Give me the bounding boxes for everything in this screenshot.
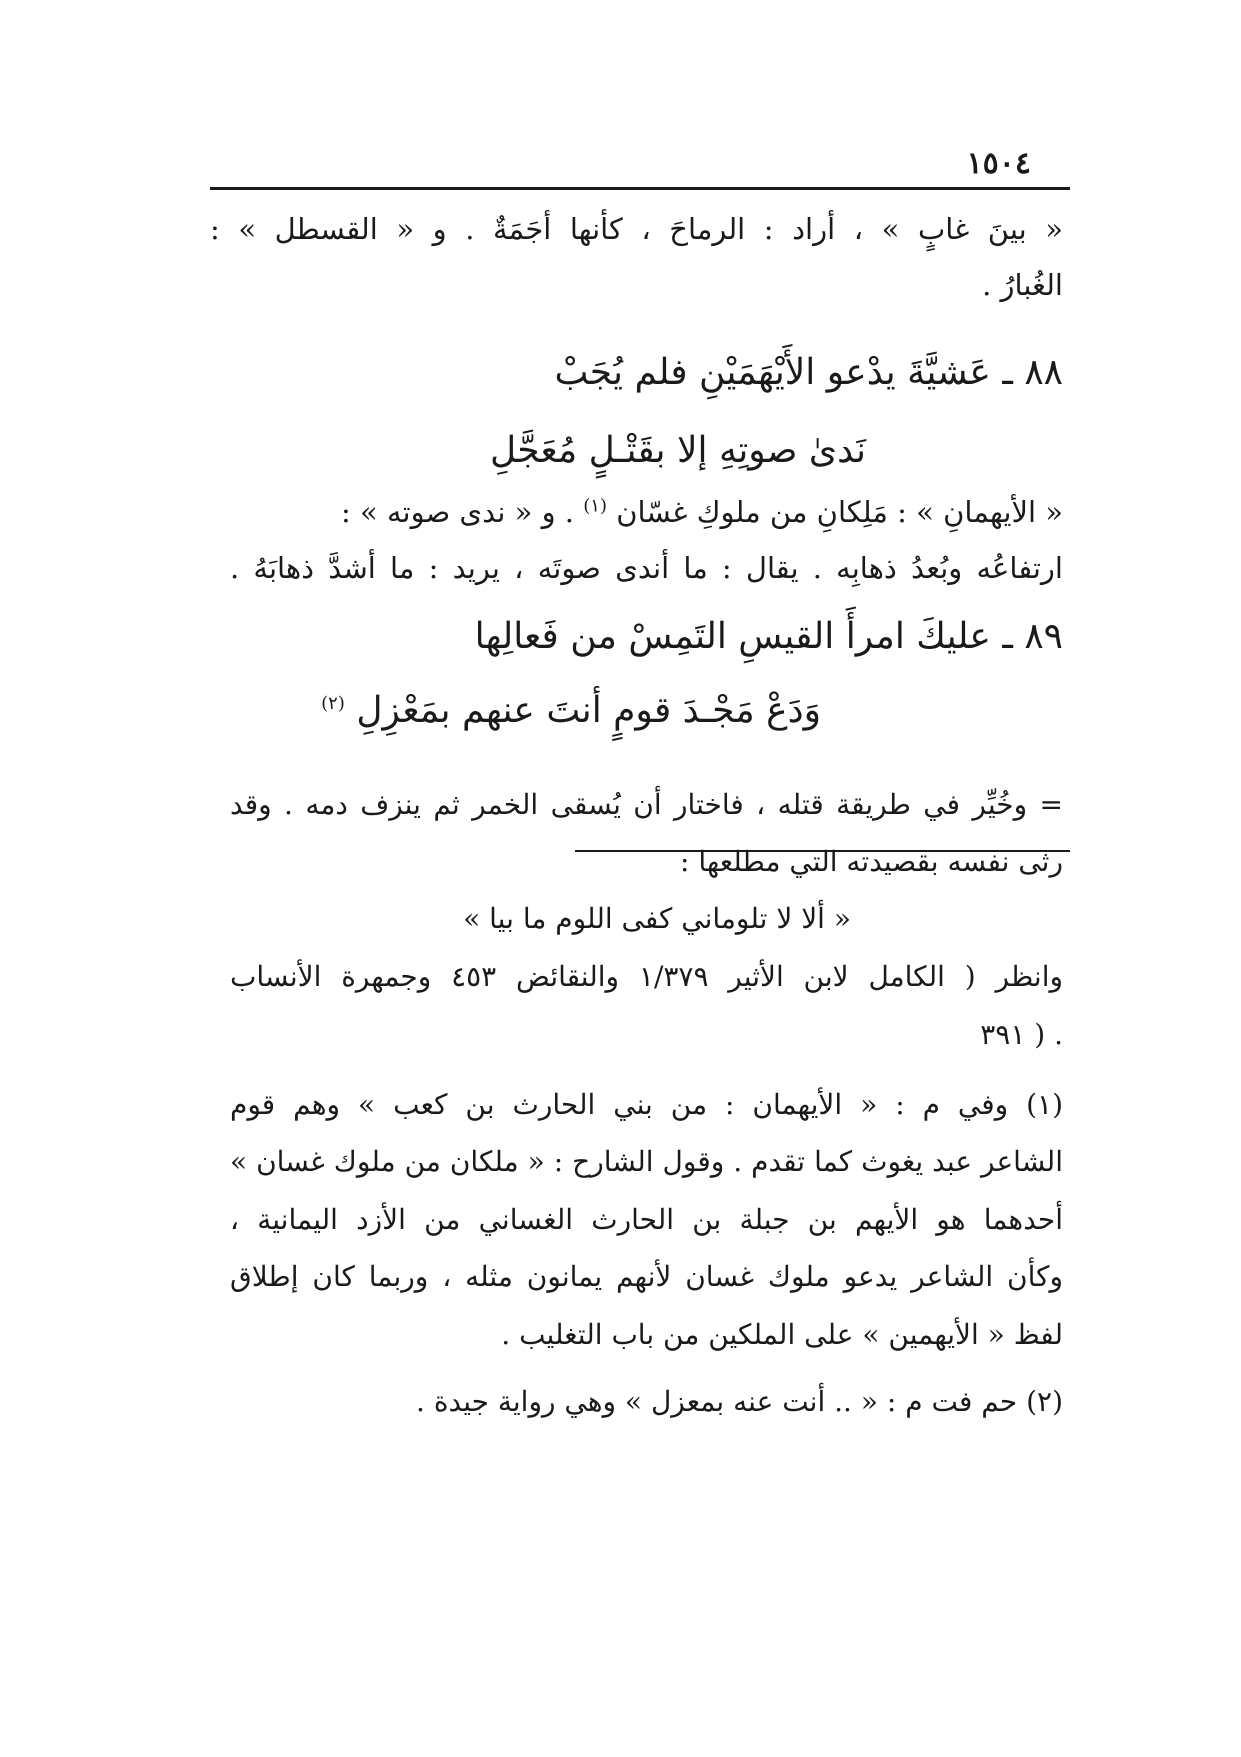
verse-89-second-hemistich	[321, 690, 821, 731]
commentary-text: . و « ندى صوته » :	[341, 495, 575, 529]
verse-88-first-hemistich: ٨٨ ـ عَشيَّةَ يدْعو الأَيْهَمَيْنِ فلم يُجَبْ	[554, 352, 1063, 393]
footnote-1-line: (١) وفي م : « الأيهمان : من بني الحارث بن كعب » وهم قوم	[230, 1088, 1064, 1121]
footnote-line: وانظر ( الكامل لابن الأثير ١/٣٧٩ والنقائض ٤٥٣ وجمهرة الأنساب	[230, 960, 1064, 993]
verse-89-first-hemistich: ٨٩ ـ عليكَ امرأَ القيسِ التَمِسْ من فَعالِها	[474, 616, 1063, 657]
footnote-marker: (١)	[583, 495, 607, 517]
verse-text: وَدَعْ مَجْـدَ قومٍ أنتَ عنهم بمَعْزِلِ	[356, 690, 821, 731]
footnote-line: = وخُيِّر في طريقة قتله ، فاختار أن يُسقى الخمر ثم ينزف دمه . وقد	[230, 788, 1063, 821]
footnote-quote: « ألا لا تلوماني كفى اللوم ما بيا »	[463, 902, 851, 935]
footnote-1-line: وكأن الشاعر يدعو ملوك غسان لأنهم يمانون مثله ، وربما كان إطلاق	[230, 1260, 1063, 1293]
verse-88-second-hemistich: نَدىٰ صوتِهِ إلا بقَتْـلٍ مُعَجَّلِ	[490, 430, 866, 471]
footnote-2-line: (٢) حم فت م : « .. أنت عنه بمعزل » وهي رواية جيدة .	[416, 1385, 1063, 1418]
commentary-text: « الأيهمانِ » : مَلِكانِ من ملوكِ غسّان	[616, 495, 1063, 529]
commentary-line: الغُبارُ .	[982, 268, 1063, 302]
commentary-line: « بينَ غابٍ » ، أراد : الرماحَ ، كأنها أجَمَةٌ . و « القسطل » :	[210, 212, 1063, 246]
commentary-line: ارتفاعُه وبُعدُ ذهابِه . يقال : ما أندى صوتَه ، يريد : ما أشدَّ ذهابَهُ .	[230, 551, 1063, 585]
header-rule	[210, 187, 1070, 190]
footnote-1-line: أحدهما هو الأيهم بن جبلة بن الحارث الغساني من الأزد اليمانية ،	[230, 1203, 1063, 1236]
footnote-line: رثى نفسه بقصيدته التي مطلعها :	[679, 845, 1063, 878]
footnote-line: ٣٩١ ) .	[980, 1018, 1063, 1051]
commentary-line	[341, 495, 1063, 529]
footnote-1-line: لفظ « الأيهمين » على الملكين من باب التغليب .	[501, 1318, 1063, 1351]
footnote-1-line: الشاعر عبد يغوث كما تقدم . وقول الشارح : « ملكان من ملوك غسان »	[230, 1145, 1063, 1178]
footnote-marker: (٢)	[321, 693, 345, 714]
page-number: ١٥٠٤	[966, 146, 1031, 181]
